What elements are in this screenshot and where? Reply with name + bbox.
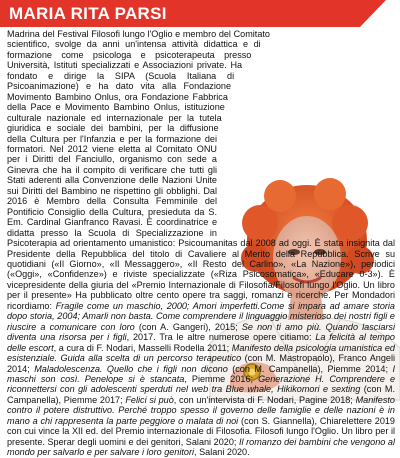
bio-works-1: Fragile come un maschio, 2000; Amori imperfetti.Come si impara ad amare storia dopo storia, 2004; Amarli non basta. Come comprendere il linguaggio misterioso dei nostri figli e riuscire a comunicare con loro [7,300,395,332]
bio-works-5: Maladolescenza. Quello che i figli non dicono [34,363,228,374]
bio-works-7: Generazione H. Comprendere e riconnettersi con gli adolescenti sperduti nel web tra Blue whale, Hikikomori e sexting [7,373,396,395]
bio-works-10: Il romanzo dei bambini che vengono al mondo per salvarlo e per salvare i loro genitori [7,436,396,458]
page-title: MARIA RITA PARSI [9,4,167,23]
bio-mid-2: , 2017. Tra le altre numerose opere citiamo: [126,332,316,343]
bio-mid-8: , con un'intervista di F. Nodari, Pagine 2018; [173,394,356,405]
bio-works-3: La felicità al tempo delle escort [7,332,395,353]
bio-mid-9: (con S. Giannella), Chiarelettere 2019 con cui vince la XII ed. del Premio internazionale di Filosofia. Filosofi lungo l'Oglio. Un libro per il presente. Sperar degli uomini e dei genitori, Salani 2020; [7,415,395,447]
bio-mid-7: (con M. Campanella), Piemme 2017; [7,384,395,405]
title-banner [0,0,360,27]
bio-works-8: Felici si può [125,394,174,405]
bio-works-6: I maschi son così. Penelope si è stancata [7,363,395,384]
bio-mid-1: (con A. Gangeri), 2015; [134,321,242,332]
bio-works-4: Manifesto della psicologia umanistica ed esistenziale. Guida alla scelta di un percorso terapeutico [7,342,395,364]
bio-end: , Salani 2020. [194,447,250,458]
bio-mid-5: (con M. Campanella), Piemme 2014; [227,363,393,374]
bio-mid-6: , Piemme 2016; [184,373,259,384]
bio-mid-3: , a cura di F. Nodari, Masselli Rodella 2011; [53,342,232,353]
biography-text [7,29,396,458]
bio-mid-4: (con M. Mastropaolo), Franco Angeli 2014; [7,353,395,374]
bio-works-2: Se non ti amo più. Quando lasciarsi diventa una risorsa per i figli [7,321,395,343]
bio-intro: Madrina del Festival Filosofi lungo l'Oglio e membro del Comitato scientifico, svolge da anni un'intensa attività didattica e di formazione come psicologa e psicoterapeuta presso Università, Istituti specializzati e Associazioni private. Ha fondato e dirige la SIPA (Scuola Italiana di Psicoanimazione) e ha dato vita alla Fondazione Movimento Bambino Onlus, ora Fondazione Fabbrica della Pace e Movimento Bambino Onlus, istituzione culturale nazionale ed internazionale per la tutela giuridica e sociale dei bambini, per la diffusione della Cultura per l'Infanzia e per la formazione dei formatori. Nel 2012 viene eletta al Comitato ONU per i Diritti del Fanciullo, organismo con sede a Ginevra che ha il compito di verificare che tutti gli Stati aderenti alla Convenzione delle Nazioni Unite sui Diritti del Bambino ne rispettino gli obblighi. Dal 2016 è Membro della Consulta Femminile del Pontificio Consiglio della Cultura, presieduta da S. Em. Cardinal Gianfranco Ravasi. È coordinatrice e didatta presso la Scuola di Specializzazione in Psicoterapia ad orientamento umanistico: Psicoumanitas dal 2008 ad oggi. È stata insignita dal Presidente della Repubblica del titolo di Cavaliere al Merito della Repubblica. Scrive su quotidiani («Il Giorno», «Il Messaggero», «Il Resto del Carlino», «La Nazione»), periodici («Oggi», «Confidenze») e riviste specializzate («Riza Psicosomatica», «Educare 0-3»). È vicepresidente della giuria del «Premio Internazionale di Filosofia/Filosofi lungo l'Oglio. Un libro per il presente» Ha pubblicato oltre cento opere tra saggi, romanzi e ricerche. Per Mondadori ricordiamo: [7,29,395,311]
bio-works-9: Manifesto contro il potere distruttivo. Perché troppo spesso il governo delle famiglie e delle nazioni è in mano a chi rappresenta la parte peggiore o malata di noi [7,394,395,426]
